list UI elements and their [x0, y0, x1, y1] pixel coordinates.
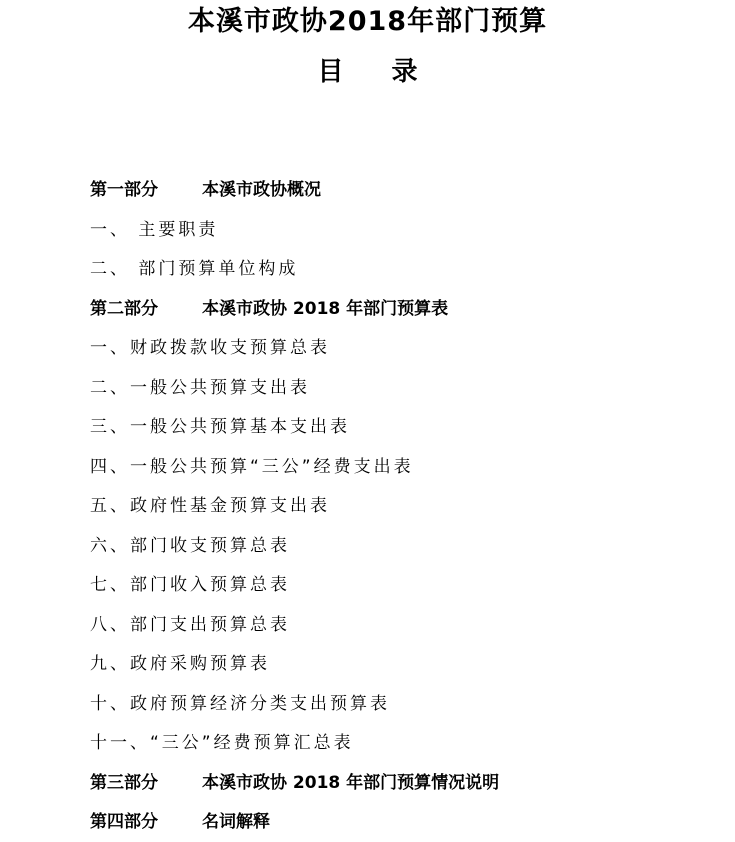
- toc-heading: 目录: [317, 57, 466, 87]
- toc-item: 九、政府采购预算表: [90, 654, 270, 674]
- document-title: 本溪市政协2018年部门预算: [187, 6, 548, 37]
- toc-item: 六、部门收支预算总表: [90, 536, 290, 556]
- part-label: 第三部分: [90, 773, 158, 793]
- toc-part-4: [90, 811, 270, 833]
- part-label: 第二部分: [90, 299, 158, 319]
- toc-item: 十、政府预算经济分类支出预算表: [90, 694, 390, 714]
- toc-item: 二、 部门预算单位构成: [90, 259, 299, 279]
- part-title: 本溪市政协 2018 年部门预算情况说明: [202, 773, 500, 793]
- toc-part-2: [90, 298, 448, 320]
- toc-item: 五、政府性基金预算支出表: [90, 496, 330, 516]
- toc-item: 一、财政拨款收支预算总表: [90, 338, 330, 358]
- part-title: 本溪市政协概况: [202, 180, 321, 200]
- part-label: 第一部分: [90, 180, 158, 200]
- toc-item: 二、一般公共预算支出表: [90, 378, 310, 398]
- toc-part-3: [90, 772, 499, 794]
- toc-part-1: [90, 179, 321, 201]
- toc-item: 三、一般公共预算基本支出表: [90, 417, 350, 437]
- toc-item: 十一、“三公”经费预算汇总表: [90, 733, 354, 753]
- part-label: 第四部分: [90, 812, 158, 832]
- toc-item: 七、部门收入预算总表: [90, 575, 290, 595]
- part-title: 名词解释: [202, 812, 270, 832]
- toc-item: 一、 主要职责: [90, 220, 219, 240]
- toc-item: 八、部门支出预算总表: [90, 615, 290, 635]
- toc-item: 四、一般公共预算“三公”经费支出表: [90, 457, 414, 477]
- part-title: 本溪市政协 2018 年部门预算表: [202, 299, 449, 319]
